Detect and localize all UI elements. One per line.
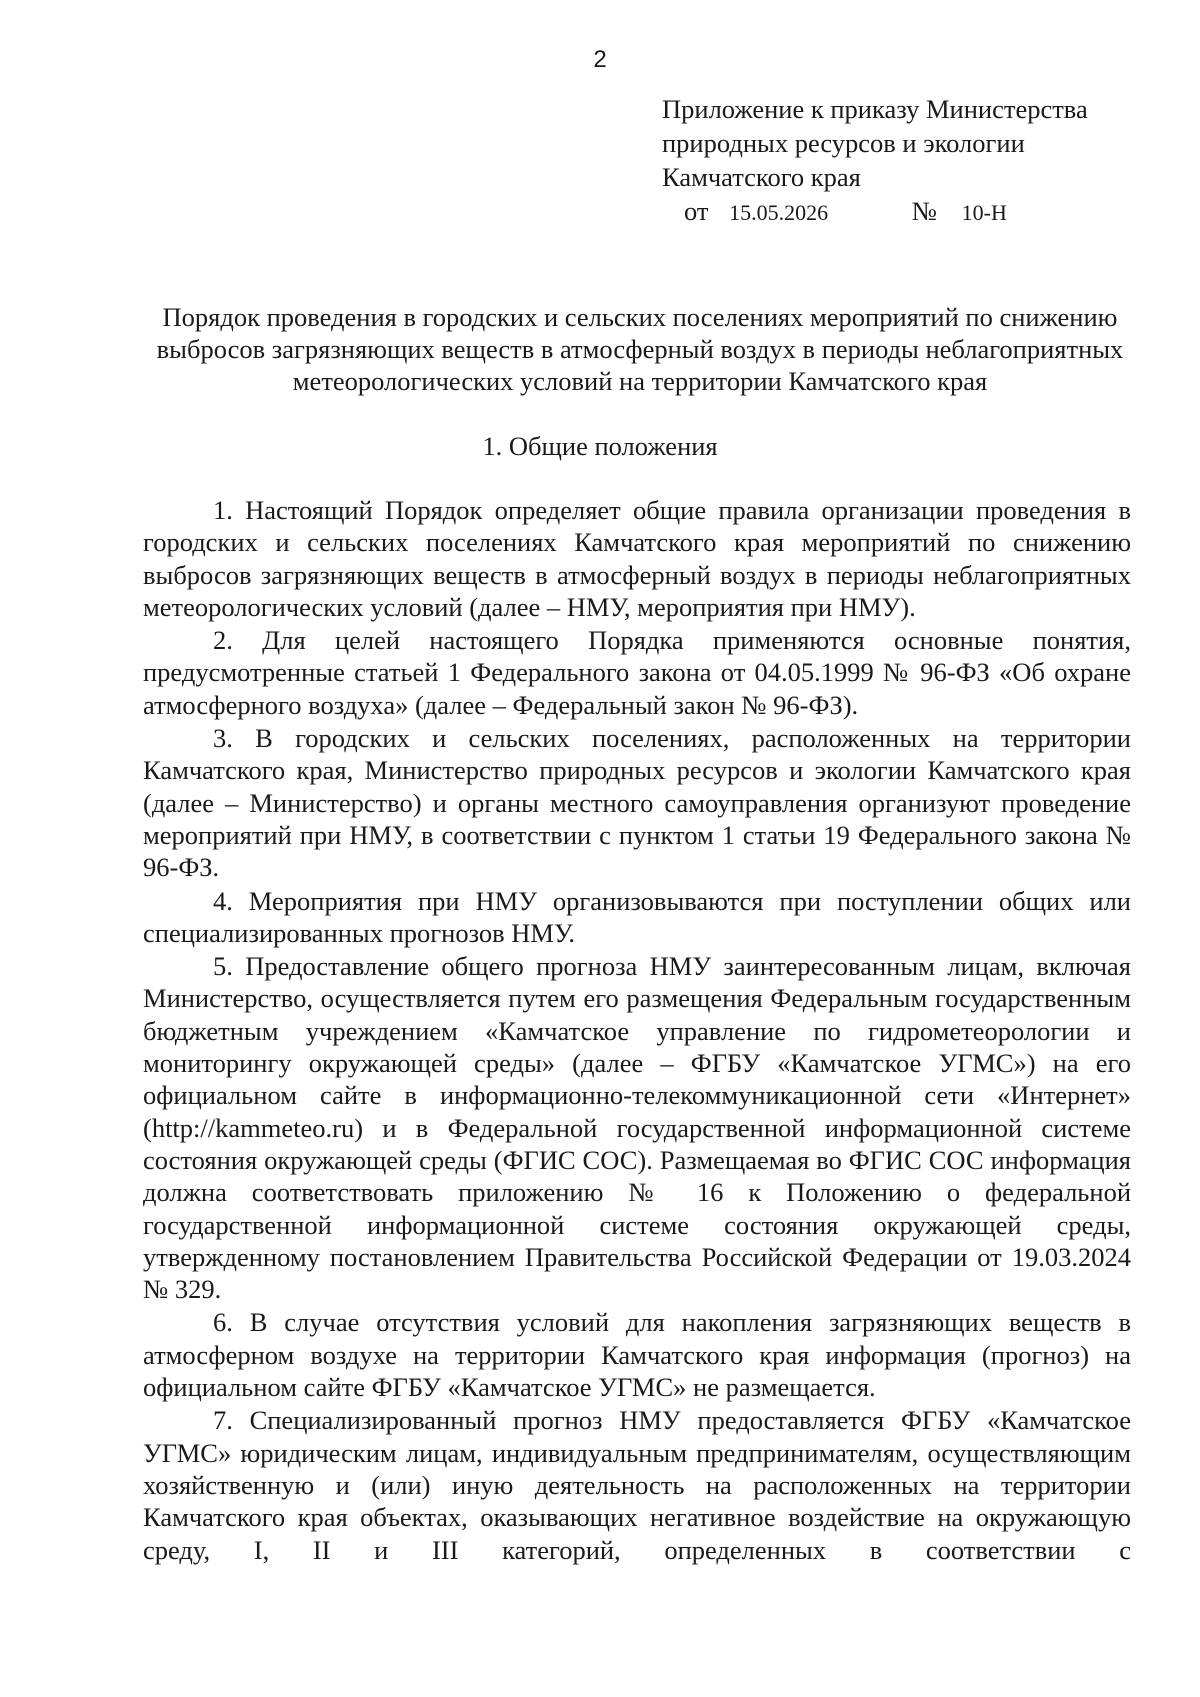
paragraph-3: 3. В городских и сельских поселениях, расположенных на территории Камчатского края, Министерство природных ресурсов и экологии Камчатского края (далее – Министерство) и органы местного самоуправления организуют проведение мероприятий при НМУ, в соответствии с пунктом 1 статьи 19 Федерального закона № 96-ФЗ. [143,723,1131,883]
section-heading: 1. Общие положения [482,431,718,461]
page-number: 2 [593,46,607,73]
document-title: Порядок проведения в городских и сельских поселениях мероприятий по снижению выбросов загрязняющих веществ в атмосферный воздух в периоды неблагоприятных метеорологических условий на территории Камчатского края [156,302,1124,396]
date-label: от [684,196,709,226]
paragraph-2: 2. Для целей настоящего Порядка применяются основные понятия, предусмотренные статьей 1 Федерального закона от 04.05.1999 № 96-ФЗ «Об охране атмосферного воздуха» (далее – Федеральный закон № 96-ФЗ). [143,625,1131,720]
appendix-block [662,92,1088,230]
appendix-date-row [662,194,1088,230]
document-body [143,494,1131,1567]
date-value: 15.05.2026 [729,200,829,225]
number-label: № [911,196,938,226]
paragraph-4: 4. Мероприятия при НМУ организовываются при поступлении общих или специализированных прогнозов НМУ. [143,885,1131,948]
appendix-line-3: Камчатского края [662,162,861,192]
paragraph-7: 7. Специализированный прогноз НМУ предоставляется ФГБУ «Камчатское УГМС» юридическим лицам, индивидуальным предпринимателям, осуществляющим хозяйственную и (или) иную деятельность на расположенных на территории Камчатского края объектах, оказывающих негативное воздействие на окружающую среду, I, II и III категорий, определенных в соответствии с [143,1405,1131,1565]
appendix-line-2: природных ресурсов и экологии [662,128,1025,158]
paragraph-1: 1. Настоящий Порядок определяет общие правила организации проведения в городских и сельских поселениях Камчатского края мероприятий по снижению выбросов загрязняющих веществ в атмосферный воздух в периоды неблагоприятных метеорологических условий (далее – НМУ, мероприятия при НМУ). [143,495,1131,622]
appendix-line-1: Приложение к приказу Министерства [662,94,1088,124]
number-value: 10-Н [961,200,1007,225]
paragraph-6: 6. В случае отсутствия условий для накопления загрязняющих веществ в атмосферном воздухе на территории Камчатского края информация (прогноз) на официальном сайте ФГБУ «Камчатское УГМС» не размещается. [143,1307,1131,1403]
paragraph-5: 5. Предоставление общего прогноза НМУ заинтересованным лицам, включая Министерство, осуществляется путем его размещения Федеральным государственным бюджетным учреждением «Камчатское управление по гидрометеорологии и мониторингу окружающей среды» (далее – ФГБУ «Камчатское УГМС») на его официальном сайте в информационно-телекоммуникационной сети «Интернет» (http://kammeteo.ru) и в Федеральной государственной информационной системе состояния окружающей среды (ФГИС СОС). Размещаемая во ФГИС СОС информация должна соответствовать приложению № 16 к Положению о федеральной государственной информационной системе состояния окружающей среды, утвержденному постановлением Правительства Российской Федерации от 19.03.2024 № 329. [143,951,1131,1305]
